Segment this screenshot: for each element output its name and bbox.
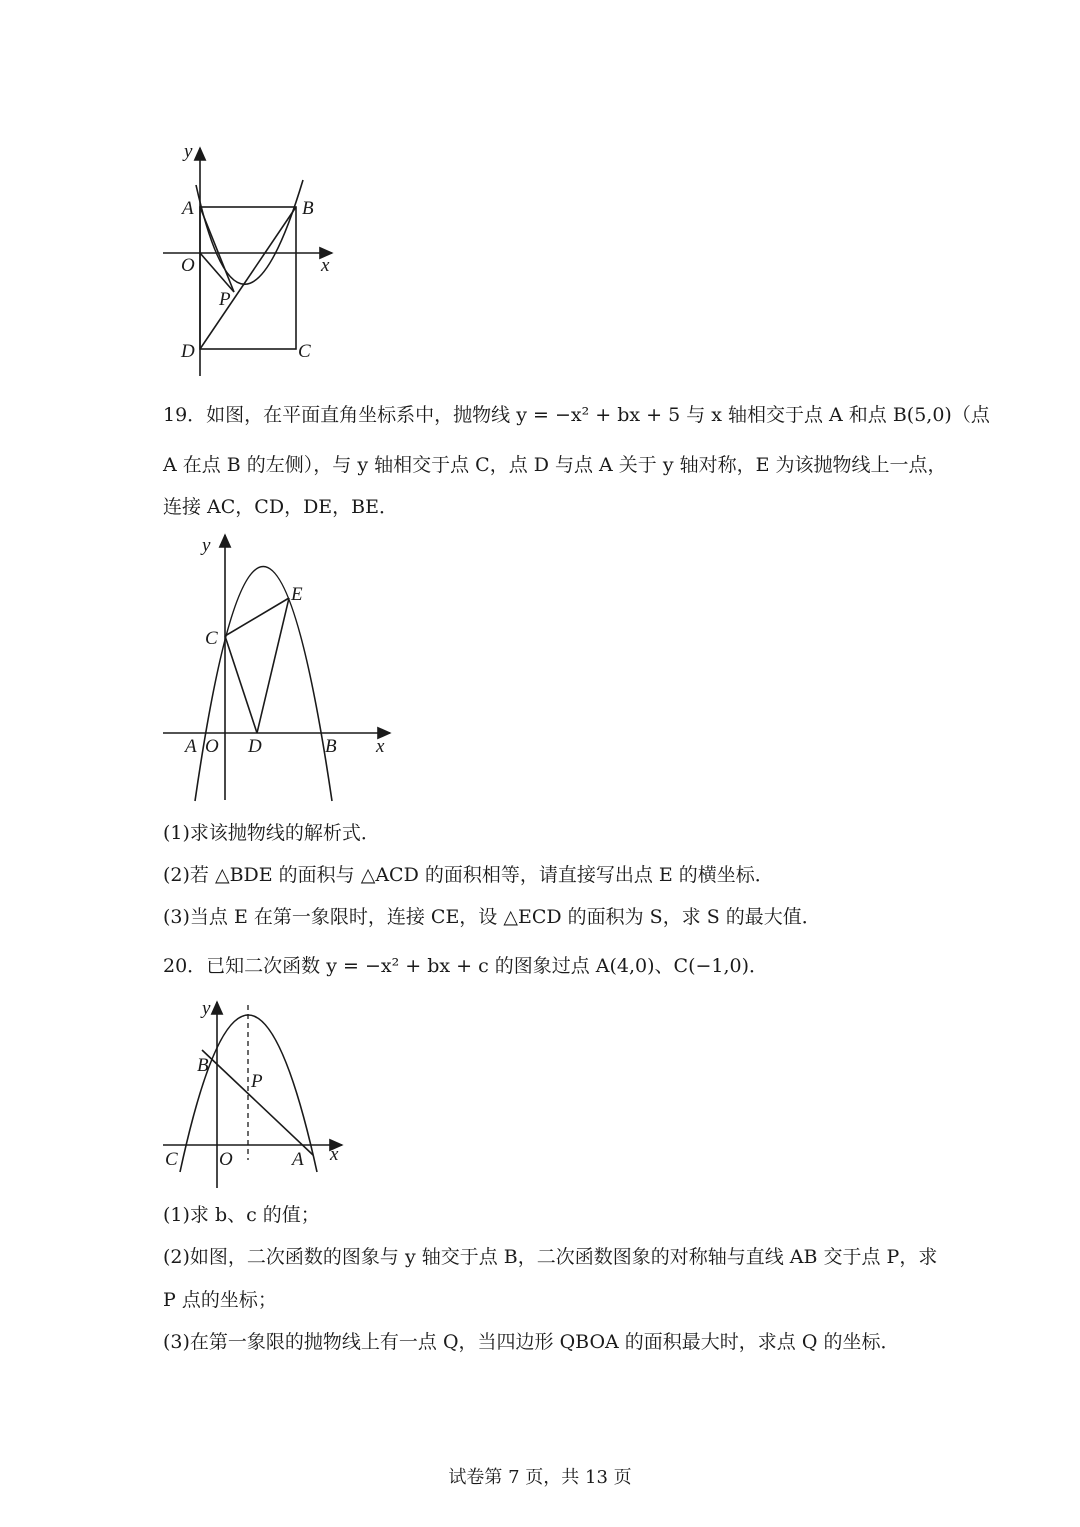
segment-ce	[225, 598, 289, 636]
q20-stem: 20．已知二次函数 y = −x² + bx + c 的图象过点 A(4,0)、C(−1,0)．	[163, 955, 769, 977]
segment-bd	[200, 207, 296, 349]
label-x: x	[376, 736, 385, 757]
label-d: D	[248, 736, 262, 757]
label-o: O	[181, 255, 195, 276]
label-c: C	[298, 341, 311, 362]
parabola-curve	[195, 567, 332, 802]
q19-stem-line3: 连接 AC，CD，DE，BE．	[163, 496, 399, 518]
parabola-curve	[196, 180, 303, 284]
label-a: A	[182, 198, 194, 219]
figure-q20-svg	[150, 992, 360, 1177]
figure-q18	[150, 140, 350, 385]
figure-q19-svg	[150, 525, 400, 810]
label-d: D	[181, 341, 195, 362]
label-o: O	[205, 736, 219, 757]
q20-part1: (1)求 b、c 的值；	[163, 1204, 320, 1226]
segment-cd	[225, 636, 257, 733]
segment-ab	[202, 1050, 313, 1155]
label-c: C	[205, 628, 218, 649]
label-a: A	[292, 1149, 304, 1170]
page-footer: 试卷第 7 页，共 13 页	[448, 1467, 632, 1488]
label-y: y	[202, 535, 211, 556]
figure-q19	[150, 525, 400, 810]
label-b: B	[197, 1055, 209, 1076]
q20-part2-line1: (2)如图，二次函数的图象与 y 轴交于点 B，二次函数图象的对称轴与直线 AB 交于点 P，求	[163, 1246, 938, 1268]
label-x: x	[330, 1144, 339, 1165]
q19-part1: (1)求该抛物线的解析式．	[163, 822, 380, 844]
q19-part2: (2)若 △BDE 的面积与 △ACD 的面积相等，请直接写出点 E 的横坐标．	[163, 864, 774, 886]
q19-stem-line2: A 在点 B 的左侧），与 y 轴相交于点 C，点 D 与点 A 关于 y 轴对称，E 为该抛物线上一点，	[163, 454, 947, 476]
label-p: P	[219, 289, 231, 310]
segment-de	[257, 598, 289, 733]
segment-ap	[200, 207, 234, 292]
label-a: A	[185, 736, 197, 757]
q20-part3: (3)在第一象限的抛物线上有一点 Q，当四边形 QBOA 的面积最大时，求点 Q 的坐标．	[163, 1331, 900, 1353]
segment-op	[200, 253, 234, 292]
q20-part2-line2: P 点的坐标；	[163, 1289, 277, 1311]
label-b: B	[302, 198, 314, 219]
figure-q18-svg	[150, 140, 350, 385]
label-b: B	[325, 736, 337, 757]
label-o: O	[219, 1149, 233, 1170]
label-y: y	[202, 998, 211, 1019]
q19-stem-line1: 19．如图，在平面直角坐标系中，抛物线 y = −x² + bx + 5 与 x 轴相交于点 A 和点 B(5,0)（点	[163, 404, 990, 426]
figure-q20	[150, 992, 360, 1177]
label-c: C	[165, 1149, 178, 1170]
label-x: x	[321, 255, 330, 276]
q19-part3: (3)当点 E 在第一象限时，连接 CE，设 △ECD 的面积为 S，求 S 的最大值．	[163, 906, 821, 928]
label-e: E	[291, 584, 303, 605]
label-y: y	[184, 141, 193, 162]
label-p: P	[251, 1071, 263, 1092]
